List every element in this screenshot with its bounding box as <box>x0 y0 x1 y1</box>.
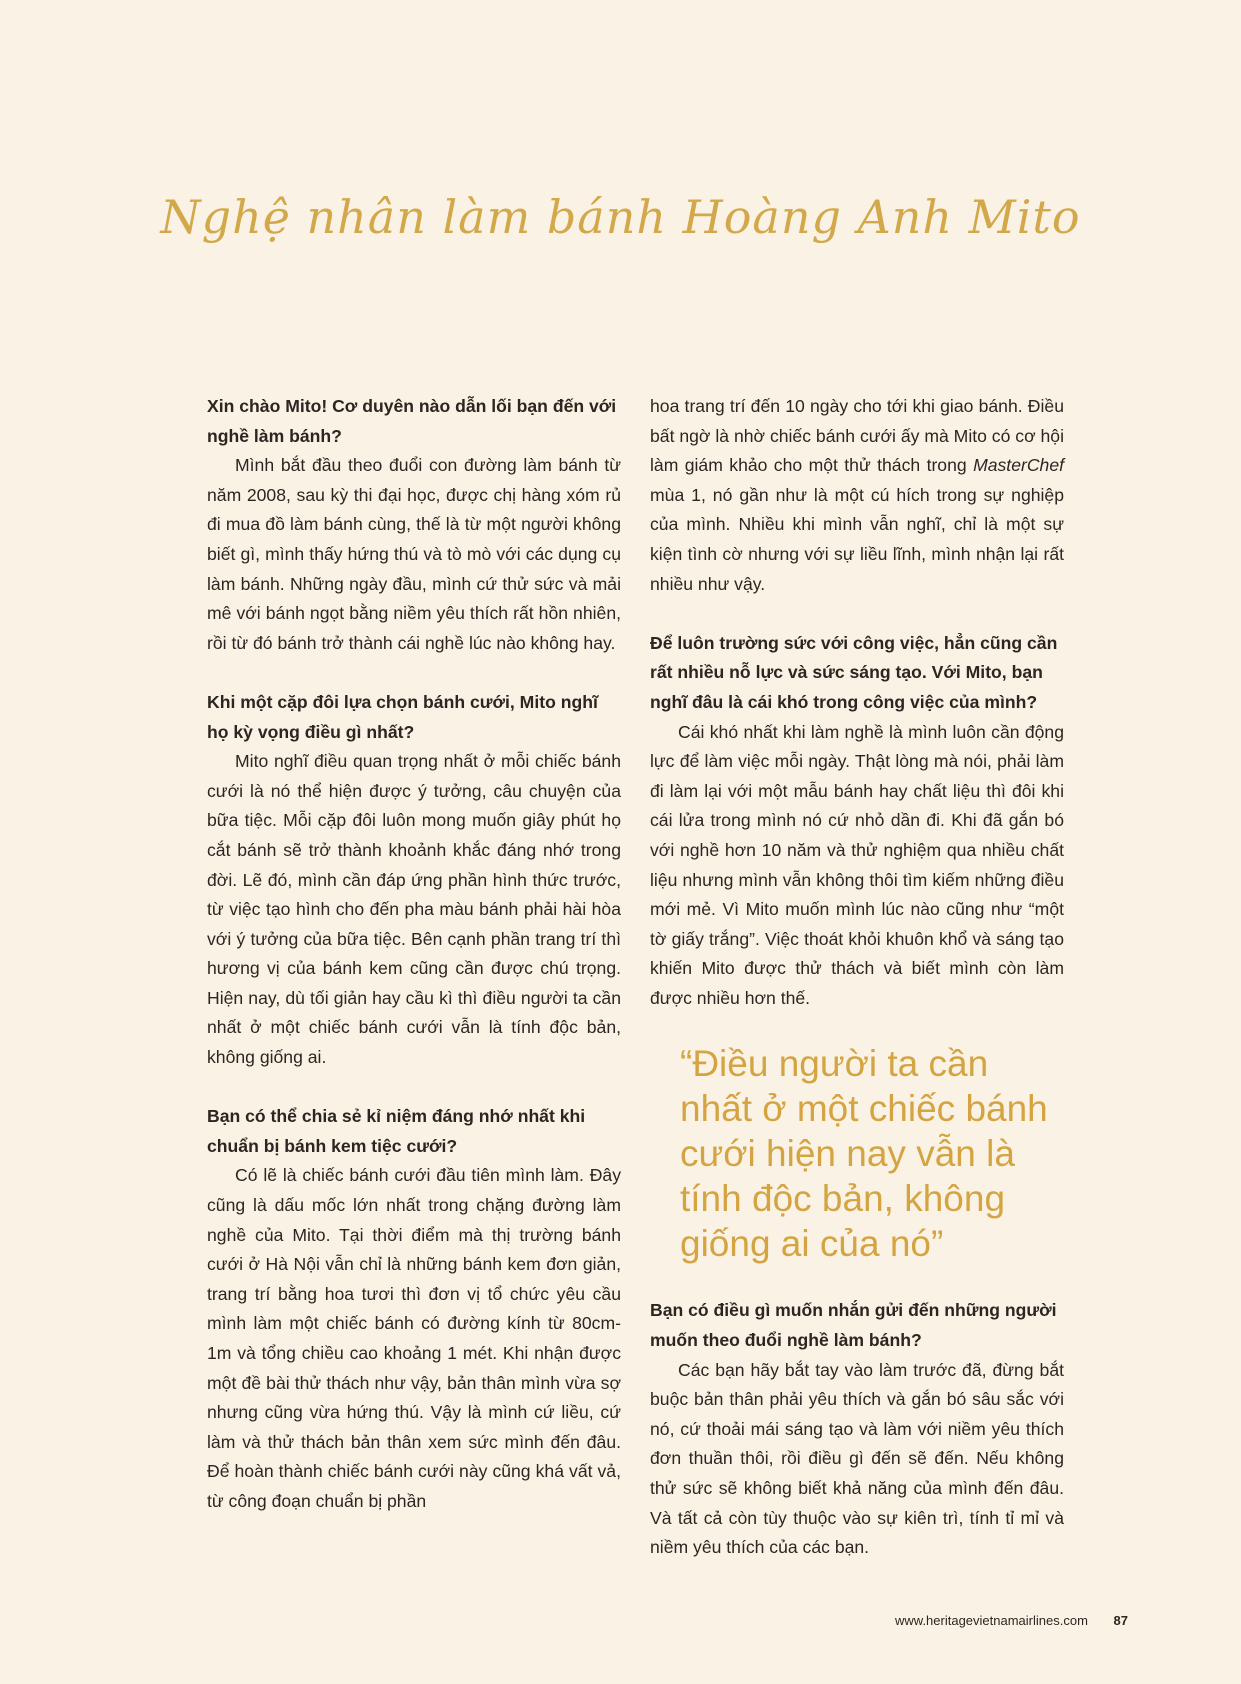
show-name: MasterChef <box>973 455 1064 476</box>
answer-text: mùa 1, nó gần như là một cú hích trong sự nghiệp của mình. Nhiều khi mình vẫn nghĩ, chỉ là một sự kiện tình cờ nhưng với sự liều lĩnh, mình nhận lại rất nhiều như vậy. <box>650 484 1064 594</box>
article-column-right <box>650 392 1064 1563</box>
article-column-left <box>207 392 621 1517</box>
page-number: 87 <box>1113 1613 1129 1628</box>
interview-answer: Mình bắt đầu theo đuổi con đường làm bánh từ năm 2008, sau kỳ thi đại học, được chị hàng xóm rủ đi mua đồ làm bánh cùng, thế là từ một người không biết gì, mình thấy hứng thú và tò mò với các dụng cụ làm bánh. Những ngày đầu, mình cứ thử sức và mải mê với bánh ngọt bằng niềm yêu thích rất hồn nhiên, rồi từ đó bánh trở thành cái nghề lúc nào không hay. <box>207 455 621 653</box>
interview-answer: Có lẽ là chiếc bánh cưới đầu tiên mình làm. Đây cũng là dấu mốc lớn nhất trong chặng đường làm nghề của Mito. Tại thời điểm mà thị trường bánh cưới ở Hà Nội vẫn chỉ là những bánh kem đơn giản, trang trí bằng hoa tươi thì đơn vị tổ chức yêu cầu mình làm một chiếc bánh có đường kính từ 80cm-1m và tổng chiều cao khoảng 1 mét. Khi nhận được một đề bài thử thách như vậy, bản thân mình vừa sợ nhưng cũng vừa hứng thú. Vậy là mình cứ liều, cứ làm và thử thách bản thân xem sức mình đến đâu. Để hoàn thành chiếc bánh cưới này cũng khá vất vả, từ công đoạn chuẩn bị phần <box>207 1165 621 1511</box>
interview-question: Để luôn trường sức với công việc, hẳn cũng cần rất nhiều nỗ lực và sức sáng tạo. Với Mito, bạn nghĩ đâu là cái khó trong công việc của mình? <box>650 632 1058 712</box>
pull-quote: “Điều người ta cần nhất ở một chiếc bánh cưới hiện nay vẫn là tính độc bản, không giống ai của nó” <box>680 1043 1048 1265</box>
interview-question: Xin chào Mito! Cơ duyên nào dẫn lối bạn đến với nghề làm bánh? <box>207 396 617 446</box>
interview-question: Bạn có điều gì muốn nhắn gửi đến những người muốn theo đuổi nghề làm bánh? <box>650 1300 1057 1351</box>
footer-url: www.heritagevietnamairlines.com <box>895 1613 1088 1628</box>
interview-answer-continued <box>650 392 1064 599</box>
interview-answer: Các bạn hãy bắt tay vào làm trước đã, đừng bắt buộc bản thân phải yêu thích và gắn bó sâu sắc với nó, cứ thoải mái sáng tạo và làm với niềm yêu thích đơn thuần thôi, rồi điều gì đến sẽ đến. Nếu không thử sức sẽ không biết khả năng của mình đến đâu. Và tất cả còn tùy thuộc vào sự kiên trì, tính tỉ mỉ và niềm yêu thích của các bạn. <box>650 1359 1064 1558</box>
interview-answer: Mito nghĩ điều quan trọng nhất ở mỗi chiếc bánh cưới là nó thể hiện được ý tưởng, câu chuyện của bữa tiệc. Mỗi cặp đôi luôn mong muốn giây phút họ cắt bánh sẽ trở thành khoảnh khắc đáng nhớ trong đời. Lẽ đó, mình cần đáp ứng phần hình thức trước, từ việc tạo hình cho đến pha màu bánh phải hài hòa với ý tưởng của bữa tiệc. Bên cạnh phần trang trí thì hương vị của bánh kem cũng cần được chú trọng. Hiện nay, dù tối giản hay cầu kì thì điều người ta cần nhất ở một chiếc bánh cưới vẫn là tính độc bản, không giống ai. <box>207 751 621 1068</box>
interview-question: Khi một cặp đôi lựa chọn bánh cưới, Mito nghĩ họ kỳ vọng điều gì nhất? <box>207 691 598 742</box>
page-title: Nghệ nhân làm bánh Hoàng Anh Mito <box>160 190 1081 244</box>
interview-question: Bạn có thể chia sẻ kỉ niệm đáng nhớ nhất khi chuẩn bị bánh kem tiệc cưới? <box>207 1106 586 1156</box>
interview-answer: Cái khó nhất khi làm nghề là mình luôn cần động lực để làm việc mỗi ngày. Thật lòng mà nói, phải làm đi làm lại với một mẫu bánh hay chất liệu thì đôi khi cái lửa trong mình nó cứ nhỏ dần đi. Khi đã gắn bó với nghề hơn 10 năm và thử nghiệm qua nhiều chất liệu nhưng mình vẫn không thôi tìm kiếm những điều mới mẻ. Vì Mito muốn mình lúc nào cũng như “một tờ giấy trắng”. Việc thoát khỏi khuôn khổ và sáng tạo khiến Mito được thử thách và biết mình còn làm được nhiều hơn thế. <box>650 721 1064 1008</box>
page-footer <box>895 1613 1128 1628</box>
answer-text: hoa trang trí đến 10 ngày cho tới khi giao bánh. Điều bất ngờ là nhờ chiếc bánh cưới ấy mà Mito có cơ hội làm giám khảo cho một thử thách trong <box>650 396 1064 476</box>
